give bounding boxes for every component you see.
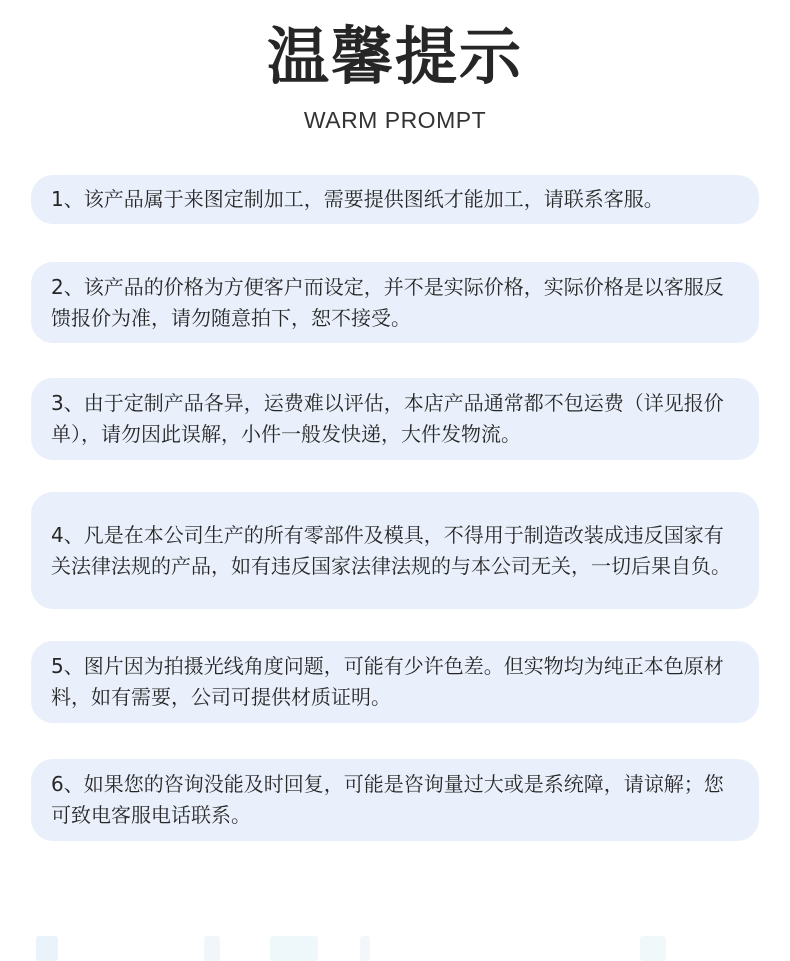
notice-text-6: 6、如果您的咨询没能及时回复，可能是咨询量过大或是系统障，请谅解；您可致电客服电话联系。: [51, 772, 724, 827]
notice-text-4: 4、凡是在本公司生产的所有零部件及模具，不得用于制造改装成违反国家有关法律法规的产品，如有违反国家法律法规的与本公司无关，一切后果自负。: [51, 522, 731, 578]
notice-card-6: [31, 759, 759, 841]
page-title: 温馨提示: [266, 20, 523, 93]
notice-card-5: [31, 641, 759, 723]
notice-text-5: 5、图片因为拍摄光线角度问题，可能有少许色差。但实物均为纯正本色原材料，如有需要，公司可提供材质证明。: [51, 654, 724, 709]
footer-image-fragment: [0, 928, 790, 961]
notice-text-1: 1、该产品属于来图定制加工，需要提供图纸才能加工，请联系客服。: [51, 187, 664, 211]
notice-card-3: [31, 378, 759, 460]
footer-smudge: [360, 936, 370, 961]
header: [0, 18, 790, 134]
notice-card-4: [31, 492, 759, 609]
notice-card-2: [31, 262, 759, 343]
notice-card-1: [31, 175, 759, 224]
notice-text-3: 3、由于定制产品各异，运费难以评估，本店产品通常都不包运费（详见报价单），请勿因此误解，小件一般发快递，大件发物流。: [51, 391, 724, 446]
footer-smudge: [204, 936, 220, 961]
footer-smudge: [270, 936, 318, 961]
page-subtitle: WARM PROMPT: [303, 107, 487, 133]
footer-smudge: [36, 936, 58, 961]
notice-text-2: 2、该产品的价格为方便客户而设定，并不是实际价格，实际价格是以客服反馈报价为准，请勿随意拍下，恕不接受。: [51, 274, 724, 330]
footer-smudge: [640, 936, 666, 961]
